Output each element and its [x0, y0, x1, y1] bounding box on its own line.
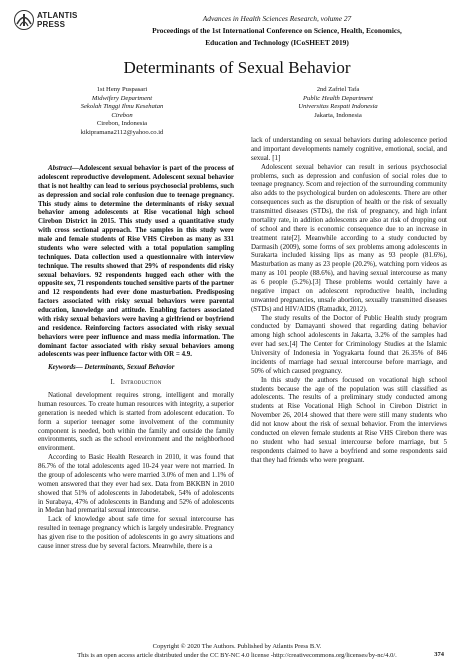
body-paragraph: Adolescent sexual behavior can result in serious psychosocial problems, such as depression and confusion of social roles due to teenage pregnancy. Scorn and rejection of the surrounding community also adds to the psychological burden on adolescents. There are other consequences such as the disruption of health or the risk of sexually transmitted diseases (STDs), the risk of pregnancy, and high infant mortality rate, in addition adolescents are also at risk of dropping out of school and there is economic consequence due to an increase in treatment rate[2]. Meanwhile according to a study conducted by Darmasih (2009), some forms of sex problems among adolescents in Surakarta included kissing lips as many as 93 people (81.6%), Masturbation as many as 23 people (20.2%), watching porn videos as many as 101 people (88.6%), and having sexual intercourse as many as 6 people (5.2%).[3] These problems would certainly have a negative impact on adolescent reproductive health, including unwanted pregnancies, unsafe abortion, sexually transmitted diseases (STDs) and HIV/AIDS (Ratnadkk, 2012). [251, 162, 447, 313]
author-affiliation: Sekolah Tinggi Ilmu Kesehatan [80, 103, 164, 111]
conference-line-2: Education and Technology (ICoSHEET 2019) [205, 37, 349, 47]
body-paragraph: lack of understanding on sexual behaviors during adolescence period and important developments namely cognitive, emotional, social, and sexual. [1] [251, 136, 447, 162]
author-location: Cirebon, Indonesia [96, 120, 148, 128]
section-number: I. [110, 378, 115, 387]
logo-line-2: PRESS [37, 20, 66, 29]
author-name: 2nd Zafriel Tafa [316, 86, 360, 93]
author-affiliation: Cirebon [111, 111, 133, 119]
page-number: 374 [434, 651, 444, 658]
left-column [38, 164, 234, 551]
body-paragraph: In this study the authors focused on vocational high school students because the age of the population was still classified as adolescents. The results of a preliminary study conducted among students at Rise Vocational High School in Cirebon District in November 26, 2014 showed that there were still many students who did not know about the risk of sexual behavior. From the interviews conducted on eleven female students at Rise VHS Cirebon there was no student who had sexual intercourse before marriage, but 5 respondents claimed to have a boyfriend and some respondents said that they had friends who were pregnant. [251, 375, 447, 464]
abstract-label: Abstract [48, 164, 72, 172]
body-paragraph: National development requires strong, intelligent and morally human resources. To create human resources with integrity, a superior generation is needed which is started from adolescent education. To form a superior teenager some involvement of the community component is needed, both within the family and outside the family environments, such as the school environment and the neighborhood environment. [38, 391, 234, 453]
page-header [96, 13, 458, 48]
body-paragraph: The study results of the Doctor of Public Health study program conducted by Damayanti showed that regarding dating behavior among high school adolescents in Jakarta, 3.2% of the samples had ever had sex.[4] The Center for Criminology Studies at the Islamic University of Indonesia in Yogyakarta found that 26.35% of 846 incidents of marriage had sexual intercourse before marriage, and 50% of which caused pregnancy. [251, 313, 447, 375]
author-block-2 [276, 86, 400, 120]
abstract [38, 164, 234, 359]
author-affiliation: Midwifery Department [91, 94, 153, 102]
conference-line-1: Proceedings of the 1st International Conference on Science, Health, Economics, [152, 25, 402, 35]
page-footer [0, 643, 474, 660]
logo-line-1: ATLANTIS [37, 11, 78, 20]
author-affiliation: Public Health Department [303, 94, 373, 102]
author-email: kikipramana2112@yahoo.co.id [80, 128, 164, 136]
author-location: Jakarta, Indonesia [314, 111, 362, 119]
author-name: 1st Heny Puspasari [96, 86, 148, 93]
keywords: Keywords— Determinants, Sexual Behavior [48, 363, 175, 372]
author-affiliation: Universitas Respati Indonesia [298, 103, 378, 111]
journal-name: Advances in Health Sciences Research, volume 27 [202, 14, 352, 23]
license-line: This is an open access article distributed under the CC BY-NC 4.0 license -http://creativecommons.org/licenses/by-nc/4.0/. [77, 651, 397, 659]
author-block-1 [60, 86, 184, 138]
atlantis-logo-icon [14, 9, 34, 31]
section-title: Introduction [120, 378, 162, 387]
section-heading [38, 378, 234, 387]
body-paragraph: Lack of knowledge about safe time for sexual intercourse has resulted in teenage pregnancy which is largely undesirable. Pregnancy has given rise to the position of adolescents in go awry situations and cause inner stress due by several factors. Meanwhile, there is a [38, 515, 234, 550]
publisher-logo [14, 9, 84, 33]
right-column [251, 136, 447, 464]
abstract-text: —Adolescent sexual behavior is part of the process of adolescent reproductive development. Adolescent sexual behavior that is not healthy can lead to serious psychosocial problems, such as depression and social role confusion due to teenage pregnancy. This study aims to determine the determinants of risky sexual behavior among adolescents at Rise vocational high school Cirebon District in 2015. This study used a quantitative study with cross sectional approach. The samples in this study were male and female students of Rise VHS Cirebon as many as 331 students who were selected with a total population sampling techniques. Data collection used a questionnaire with interview technique. The results showed that 29% of respondents did risky sexual behaviors. 92 respondents hugged each other with the opposite sex, 71 respondents touched sensitive parts of the partner and 12 respondents had ever done masturbation. Predisposing factors associated with risky sexual behaviors were parental education, knowledge and attitude. Enabling factors associated with risky sexual behaviors were having a girlfriend or boyfriend and residence. Reinforcing factors associated with risky sexual behaviors were peer influence and mass media information. The dominant factor associated with risky sexual behaviors among adolescents was peer influence factor with OR = 4.9. [38, 164, 234, 359]
body-paragraph: According to Basic Health Research in 2010, it was found that 86.7% of the total adolescents aged 10-24 year were not married. In the group of adolescents who were married 3.0% of men and 1.1% of women answered that they ever had sex. Data from BKKBN in 2010 showed that 51% of adolescents in Jabodetabek, 54% of adolescents in Surabaya, 47% of adolescents in Bandung and 52% of adolescents in Medan had premarital sexual intercourse. [38, 453, 234, 515]
copyright-line: Copyright © 2020 The Authors. Published by Atlantis Press B.V. [152, 643, 322, 650]
paper-title: Determinants of Sexual Behavior [123, 58, 351, 77]
